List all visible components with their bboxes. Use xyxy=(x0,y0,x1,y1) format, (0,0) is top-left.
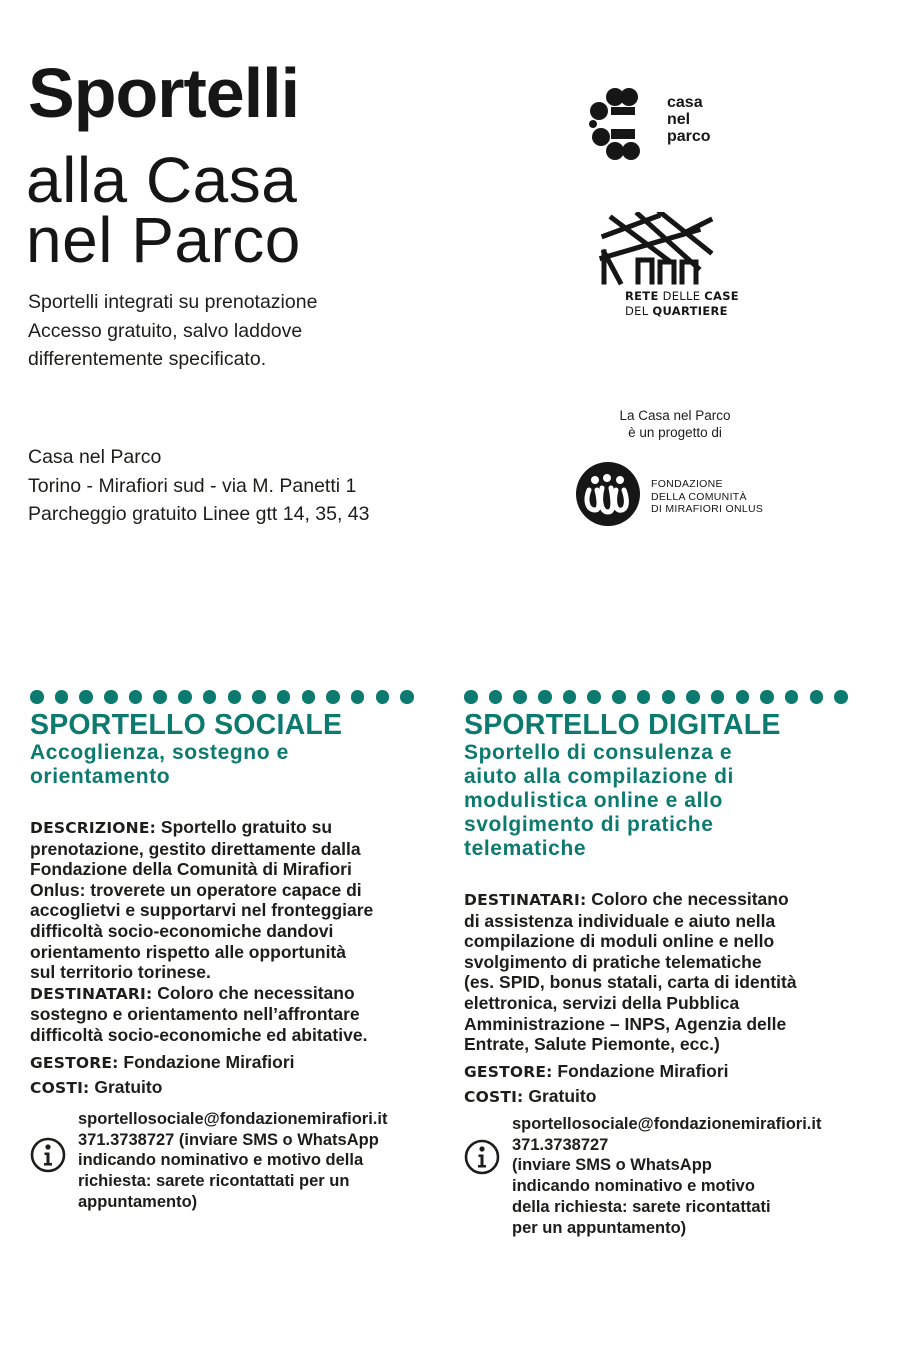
subtitle-line: aiuto alla compilazione di xyxy=(464,765,734,788)
destinatari-text: Entrate, Salute Piemonte, ecc.) xyxy=(464,1034,720,1055)
casa-nel-parco-mark-icon xyxy=(585,85,665,165)
destinatari-text: svolgimento di pratiche telematiche xyxy=(464,951,762,972)
project-note-line: è un progetto di xyxy=(628,424,722,440)
costi-label: COSTI: xyxy=(464,1087,524,1106)
fondazione-line: DI MIRAFIORI ONLUS xyxy=(651,503,764,515)
descrizione-text: accoglietvi e supportarvi nel fronteggiare xyxy=(30,900,374,921)
sociale-contact xyxy=(78,1109,387,1213)
fondazione-wordmark xyxy=(651,478,763,516)
destinatari-label: DESTINATARI: xyxy=(464,891,587,909)
gestore-label: GESTORE: xyxy=(464,1062,553,1081)
rete-word: RETE xyxy=(625,289,659,303)
casa-nel-parco-logo xyxy=(585,85,745,165)
info-icon xyxy=(30,1137,66,1173)
casa-nel-parco-wordmark xyxy=(667,94,711,145)
descrizione-label: DESCRIZIONE: xyxy=(30,819,157,837)
subtitle-line: Sportello di consulenza e xyxy=(464,741,733,764)
rete-word: DELLE xyxy=(658,289,705,303)
contact-line: indicando nominativo e motivo della xyxy=(78,1151,364,1170)
contact-line: richiesta: sarete ricontattati per un xyxy=(78,1172,350,1191)
costi-value: Gratuito xyxy=(89,1076,163,1097)
destinatari-text: sostegno e orientamento nell’affrontare xyxy=(30,1004,360,1025)
contact-email[interactable]: sportellosociale@fondazionemirafiori.it xyxy=(78,1110,388,1128)
page-title: Sportelli xyxy=(28,54,300,132)
descrizione-text: Onlus: troverete un operatore capace di xyxy=(30,879,362,900)
destinatari-text: compilazione di moduli online e nello xyxy=(464,931,775,952)
intro-line: differentemente specificato. xyxy=(28,348,267,370)
destinatari-text: Coloro che necessitano xyxy=(152,982,355,1003)
section-subtitle xyxy=(30,741,450,789)
rete-wordmark xyxy=(625,289,739,319)
descrizione-text: Sportello gratuito su xyxy=(156,817,333,837)
rete-mark-icon xyxy=(598,212,748,286)
subtitle-line: telematiche xyxy=(464,837,587,860)
intro-text xyxy=(28,288,317,374)
dot-divider xyxy=(464,690,884,708)
rete-line-2 xyxy=(625,304,739,319)
contact-line: appuntamento) xyxy=(78,1192,198,1211)
rete-word: DEL xyxy=(625,304,653,318)
sportello-digitale-section xyxy=(464,690,884,1109)
address-line: Torino - Mirafiori sud - via M. Panetti 1 xyxy=(28,474,357,497)
rete-line-1 xyxy=(625,289,739,304)
subtitle-line: svolgimento di pratiche xyxy=(464,813,714,836)
costi-row xyxy=(464,1084,884,1109)
gestore-value: Fondazione Mirafiori xyxy=(118,1051,295,1072)
contact-phone[interactable]: 371.3738727 xyxy=(512,1135,609,1154)
info-icon xyxy=(464,1139,500,1175)
destinatari-label: DESTINATARI: xyxy=(30,984,153,1003)
destinatari-text: difficoltà socio-economiche ed abitative. xyxy=(30,1024,368,1045)
destinatari-text: di assistenza individuale e aiuto nella xyxy=(464,910,776,931)
intro-line: Sportelli integrati su prenotazione xyxy=(28,291,318,313)
address-block xyxy=(28,443,370,529)
costi-label: COSTI: xyxy=(30,1078,90,1097)
section-title: SPORTELLO SOCIALE xyxy=(30,709,343,741)
gestore-row xyxy=(30,1050,450,1075)
descrizione-block xyxy=(30,817,450,983)
section-title: SPORTELLO DIGITALE xyxy=(464,709,781,741)
logo-word: casa xyxy=(667,94,703,111)
contact-email[interactable]: sportellosociale@fondazionemirafiori.it xyxy=(512,1115,822,1133)
contact-line: della richiesta: sarete ricontattati xyxy=(512,1197,771,1216)
costi-row xyxy=(30,1075,450,1100)
fondazione-line: FONDAZIONE xyxy=(651,478,723,490)
intro-line: Accesso gratuito, salvo laddove xyxy=(28,319,303,342)
destinatari-text: elettronica, servizi della Pubblica xyxy=(464,992,740,1013)
digitale-contact xyxy=(512,1114,821,1238)
contact-line: (inviare SMS o WhatsApp xyxy=(512,1156,712,1175)
fondazione-mark-icon xyxy=(575,460,643,528)
project-note-line: La Casa nel Parco xyxy=(619,408,731,423)
destinatari-block xyxy=(30,983,450,1046)
contact-line: per un appuntamento) xyxy=(512,1218,687,1237)
fondazione-logo xyxy=(575,460,775,530)
gestore-row xyxy=(464,1059,884,1084)
subtitle-line: modulistica online e allo xyxy=(464,789,723,812)
sportello-sociale-section xyxy=(30,690,450,1100)
gestore-value: Fondazione Mirafiori xyxy=(552,1060,729,1081)
descrizione-text: prenotazione, gestito direttamente dalla xyxy=(30,838,361,859)
descrizione-text: sul territorio torinese. xyxy=(30,962,211,983)
subtitle-line: orientamento xyxy=(30,765,171,788)
section-subtitle xyxy=(464,741,884,861)
destinatari-text: Coloro che necessitano xyxy=(586,889,789,909)
destinatari-block xyxy=(464,889,884,1055)
page-subtitle xyxy=(26,144,301,276)
rete-case-quartiere-logo xyxy=(598,212,748,322)
subtitle-line: Accoglienza, sostegno e xyxy=(30,741,289,764)
descrizione-text: orientamento rispetto alle opportunità xyxy=(30,941,346,962)
address-line: Casa nel Parco xyxy=(28,446,162,468)
gestore-label: GESTORE: xyxy=(30,1053,119,1072)
destinatari-text: Amministrazione – INPS, Agenzia delle xyxy=(464,1013,787,1034)
destinatari-text: (es. SPID, bonus statali, carta di identità xyxy=(464,972,797,993)
contact-line: indicando nominativo e motivo xyxy=(512,1177,755,1196)
project-note xyxy=(590,408,760,441)
rete-word: QUARTIERE xyxy=(652,304,728,318)
costi-value: Gratuito xyxy=(523,1085,597,1106)
contact-phone[interactable]: 371.3738727 (inviare SMS o WhatsApp xyxy=(78,1130,379,1149)
logo-word: nel xyxy=(667,111,691,128)
logo-word: parco xyxy=(667,128,711,145)
subtitle-line: alla Casa xyxy=(26,144,298,216)
fondazione-line: DELLA COMUNITÀ xyxy=(651,490,747,503)
rete-word: CASE xyxy=(704,289,739,303)
dot-divider xyxy=(30,690,450,708)
descrizione-text: Fondazione della Comunità di Mirafiori xyxy=(30,859,352,880)
address-line: Parcheggio gratuito Linee gtt 14, 35, 43 xyxy=(28,503,370,525)
descrizione-text: difficoltà socio-economiche dandovi xyxy=(30,920,334,941)
subtitle-line: nel Parco xyxy=(26,204,301,276)
